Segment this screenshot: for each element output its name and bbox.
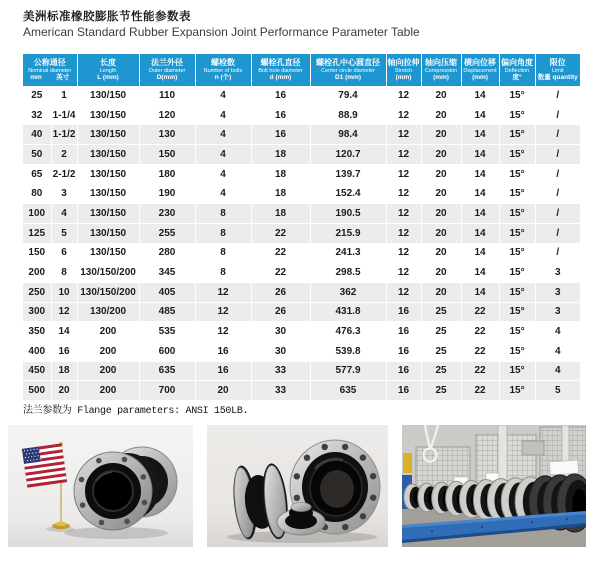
cell: 14 — [461, 282, 499, 302]
cell: 14 — [461, 184, 499, 204]
cell: 33 — [251, 381, 310, 401]
column-header: 螺栓孔中心圆直径 Center circle diameter D1 (mm) — [310, 54, 386, 86]
cell: 14 — [461, 223, 499, 243]
cell: / — [535, 243, 580, 263]
page-title-zh: 美洲标准橡胶膨胀节性能参数表 — [23, 11, 191, 23]
cell: 110 — [139, 86, 195, 105]
cell: 18 — [251, 204, 310, 224]
cell: 20 — [421, 145, 461, 165]
cell: 255 — [139, 223, 195, 243]
cell: 190 — [139, 184, 195, 204]
cell: 15° — [499, 381, 535, 401]
cell: 32 — [23, 105, 51, 125]
cell: 16 — [251, 86, 310, 105]
cell: 30 — [251, 322, 310, 342]
cell: 1-1/2 — [51, 125, 77, 145]
cell: 20 — [421, 263, 461, 283]
performance-parameter-table — [23, 54, 580, 401]
cell: 15° — [499, 86, 535, 105]
cell: 22 — [251, 223, 310, 243]
cell: 25 — [421, 381, 461, 401]
cell: 88.9 — [310, 105, 386, 125]
cell: 130/150 — [77, 223, 139, 243]
cell: 3 — [535, 302, 580, 322]
cell: 180 — [139, 164, 195, 184]
cell: 12 — [51, 302, 77, 322]
cell: 18 — [251, 184, 310, 204]
cell: 125 — [23, 223, 51, 243]
table-row — [23, 361, 580, 381]
cell: 2 — [51, 145, 77, 165]
cell: 20 — [421, 86, 461, 105]
cell: 15° — [499, 361, 535, 381]
cell: 98.4 — [310, 125, 386, 145]
cell: 18 — [251, 164, 310, 184]
cell: 4 — [51, 204, 77, 224]
cell: 120.7 — [310, 145, 386, 165]
table-row — [23, 125, 580, 145]
column-header: 横向位移 Displacement (mm) — [461, 54, 499, 86]
cell: 4 — [535, 341, 580, 361]
cell: 15° — [499, 125, 535, 145]
cell: 14 — [461, 145, 499, 165]
cell: 22 — [461, 341, 499, 361]
cell: 150 — [139, 145, 195, 165]
cell: 8 — [195, 223, 251, 243]
cell: 539.8 — [310, 341, 386, 361]
cell: 130/150 — [77, 125, 139, 145]
column-header: 偏向角度 Deflection 度° — [499, 54, 535, 86]
cell: 20 — [421, 243, 461, 263]
cell: 476.3 — [310, 322, 386, 342]
cell: 15° — [499, 322, 535, 342]
table-row — [23, 263, 580, 283]
cell: 200 — [23, 263, 51, 283]
cell: 12 — [386, 223, 421, 243]
table-row — [23, 381, 580, 401]
cell: 50 — [23, 145, 51, 165]
cell: 16 — [386, 322, 421, 342]
cell: 230 — [139, 204, 195, 224]
cell: 8 — [195, 263, 251, 283]
cell: 16 — [195, 341, 251, 361]
cell: 20 — [421, 164, 461, 184]
table-row — [23, 223, 580, 243]
cell: / — [535, 223, 580, 243]
cell: 4 — [195, 105, 251, 125]
cell: 350 — [23, 322, 51, 342]
photo-warehouse-joints — [402, 425, 586, 547]
cell: 18 — [251, 145, 310, 165]
cell: 130/150 — [77, 204, 139, 224]
cell: 500 — [23, 381, 51, 401]
cell: 4 — [195, 86, 251, 105]
cell: 15° — [499, 184, 535, 204]
cell: 16 — [386, 302, 421, 322]
cell: 16 — [386, 381, 421, 401]
cell: 22 — [251, 243, 310, 263]
cell: 12 — [195, 302, 251, 322]
cell: 79.4 — [310, 86, 386, 105]
cell: / — [535, 105, 580, 125]
cell: 15° — [499, 145, 535, 165]
cell: 25 — [421, 302, 461, 322]
cell: 130 — [139, 125, 195, 145]
cell: 15° — [499, 243, 535, 263]
cell: 130/150 — [77, 164, 139, 184]
cell: 80 — [23, 184, 51, 204]
cell: 215.9 — [310, 223, 386, 243]
cell: 22 — [251, 263, 310, 283]
table-body — [23, 86, 580, 401]
cell: 3 — [51, 184, 77, 204]
yellow-sign — [403, 453, 412, 473]
cell: 5 — [51, 223, 77, 243]
cell: / — [535, 164, 580, 184]
table-row — [23, 164, 580, 184]
photo-us-flag-rubber-joint — [8, 425, 193, 547]
cell: 15° — [499, 263, 535, 283]
photo-strip — [8, 425, 600, 547]
cell: 100 — [23, 204, 51, 224]
cell: / — [535, 184, 580, 204]
cell: 577.9 — [310, 361, 386, 381]
cell: 700 — [139, 381, 195, 401]
cell: 5 — [535, 381, 580, 401]
cell: 30 — [251, 341, 310, 361]
cell: 15° — [499, 302, 535, 322]
cell: 33 — [251, 361, 310, 381]
cell: 600 — [139, 341, 195, 361]
column-header: 长度 Length L (mm) — [77, 54, 139, 86]
cell: 12 — [195, 282, 251, 302]
cell: 26 — [251, 282, 310, 302]
cell: 20 — [421, 223, 461, 243]
page-title-en: American Standard Rubber Expansion Joint Performance Parameter Table — [23, 25, 420, 39]
cell: 150 — [23, 243, 51, 263]
cell: 20 — [421, 184, 461, 204]
cell: 635 — [310, 381, 386, 401]
cell: 400 — [23, 341, 51, 361]
cell: 152.4 — [310, 184, 386, 204]
cell: 20 — [421, 125, 461, 145]
cell: 20 — [195, 381, 251, 401]
cell: 16 — [251, 105, 310, 125]
cell: 130/150 — [77, 86, 139, 105]
cell: 139.7 — [310, 164, 386, 184]
cell: 4 — [195, 164, 251, 184]
flange-parameters-note: 法兰参数为 Flange parameters: ANSI 150LB. — [23, 406, 249, 417]
cell: 14 — [461, 263, 499, 283]
cell: 345 — [139, 263, 195, 283]
cell: 200 — [77, 381, 139, 401]
cell: 20 — [421, 282, 461, 302]
cell: 200 — [77, 322, 139, 342]
cell: 22 — [461, 381, 499, 401]
cell: 12 — [386, 125, 421, 145]
cell: 16 — [386, 341, 421, 361]
table-row — [23, 282, 580, 302]
cell: 4 — [535, 322, 580, 342]
cell: 200 — [77, 361, 139, 381]
cell: 635 — [139, 361, 195, 381]
cell: 12 — [386, 145, 421, 165]
cell: 16 — [195, 361, 251, 381]
cell: 15° — [499, 223, 535, 243]
cell: 362 — [310, 282, 386, 302]
cell: 25 — [23, 86, 51, 105]
cell: 4 — [195, 125, 251, 145]
column-header: 轴向压缩 Compression (mm) — [421, 54, 461, 86]
cell: 14 — [461, 204, 499, 224]
cell: 12 — [386, 282, 421, 302]
cell: 20 — [51, 381, 77, 401]
cell: 130/150/200 — [77, 263, 139, 283]
cell: 4 — [535, 361, 580, 381]
cell: 20 — [421, 204, 461, 224]
cell: 12 — [386, 204, 421, 224]
table-row — [23, 341, 580, 361]
table-row — [23, 86, 580, 105]
cell: 120 — [139, 105, 195, 125]
table-row — [23, 145, 580, 165]
cell: 12 — [386, 263, 421, 283]
cell: 1-1/4 — [51, 105, 77, 125]
cell: 26 — [251, 302, 310, 322]
table-row — [23, 204, 580, 224]
cell: 15° — [499, 204, 535, 224]
column-header: 螺栓孔直径 Bolt hole diameter d (mm) — [251, 54, 310, 86]
cell: 16 — [386, 361, 421, 381]
cell: 16 — [51, 341, 77, 361]
column-header: 限位 Limit 数量 quantity — [535, 54, 580, 86]
cell: 405 — [139, 282, 195, 302]
cell: 25 — [421, 361, 461, 381]
cell: 280 — [139, 243, 195, 263]
cell: 8 — [51, 263, 77, 283]
cell: 535 — [139, 322, 195, 342]
cell: 12 — [386, 105, 421, 125]
table-header — [23, 54, 580, 86]
cell: 12 — [386, 243, 421, 263]
cell: 1 — [51, 86, 77, 105]
cell: 130/150/200 — [77, 282, 139, 302]
cell: / — [535, 145, 580, 165]
cell: 16 — [251, 125, 310, 145]
us-flag — [22, 443, 67, 487]
cell: 2-1/2 — [51, 164, 77, 184]
cell: 14 — [51, 322, 77, 342]
cell: 22 — [461, 361, 499, 381]
cell: 15° — [499, 282, 535, 302]
cell: 200 — [77, 341, 139, 361]
column-header: 公称通径 Nominal diameter mm 英寸 — [23, 54, 77, 86]
cell: 25 — [421, 341, 461, 361]
cell: / — [535, 125, 580, 145]
cell: 15° — [499, 164, 535, 184]
table-row — [23, 243, 580, 263]
cell: 14 — [461, 243, 499, 263]
cell: 14 — [461, 86, 499, 105]
cell: 250 — [23, 282, 51, 302]
cell: 12 — [386, 184, 421, 204]
cell: / — [535, 86, 580, 105]
cell: 130/150 — [77, 145, 139, 165]
cell: 190.5 — [310, 204, 386, 224]
cell: / — [535, 204, 580, 224]
cell: 130/150 — [77, 184, 139, 204]
table-row — [23, 322, 580, 342]
photo-rubber-expansion-joints — [207, 425, 388, 547]
cell: 8 — [195, 243, 251, 263]
cell: 12 — [386, 164, 421, 184]
cell: 8 — [195, 204, 251, 224]
cell: 3 — [535, 263, 580, 283]
cell: 18 — [51, 361, 77, 381]
cell: 12 — [386, 86, 421, 105]
table-row — [23, 105, 580, 125]
cell: 25 — [421, 322, 461, 342]
cell: 4 — [195, 184, 251, 204]
cell: 241.3 — [310, 243, 386, 263]
cell: 130/200 — [77, 302, 139, 322]
cell: 20 — [421, 105, 461, 125]
column-header: 螺栓数 Number of bolts n (个) — [195, 54, 251, 86]
column-header: 法兰外径 Outer diameter D(mm) — [139, 54, 195, 86]
table-row — [23, 184, 580, 204]
cell: 65 — [23, 164, 51, 184]
cell: 14 — [461, 125, 499, 145]
cell: 12 — [195, 322, 251, 342]
cell: 300 — [23, 302, 51, 322]
table-row — [23, 302, 580, 322]
cell: 15° — [499, 105, 535, 125]
cell: 22 — [461, 322, 499, 342]
cell: 22 — [461, 302, 499, 322]
cell: 450 — [23, 361, 51, 381]
cell: 298.5 — [310, 263, 386, 283]
cell: 40 — [23, 125, 51, 145]
cell: 130/150 — [77, 105, 139, 125]
cell: 4 — [195, 145, 251, 165]
cell: 6 — [51, 243, 77, 263]
cell: 431.8 — [310, 302, 386, 322]
cell: 485 — [139, 302, 195, 322]
cell: 130/150 — [77, 243, 139, 263]
cell: 3 — [535, 282, 580, 302]
column-header: 轴向拉伸 Stretch (mm) — [386, 54, 421, 86]
cell: 14 — [461, 164, 499, 184]
cell: 15° — [499, 341, 535, 361]
cell: 10 — [51, 282, 77, 302]
cell: 14 — [461, 105, 499, 125]
